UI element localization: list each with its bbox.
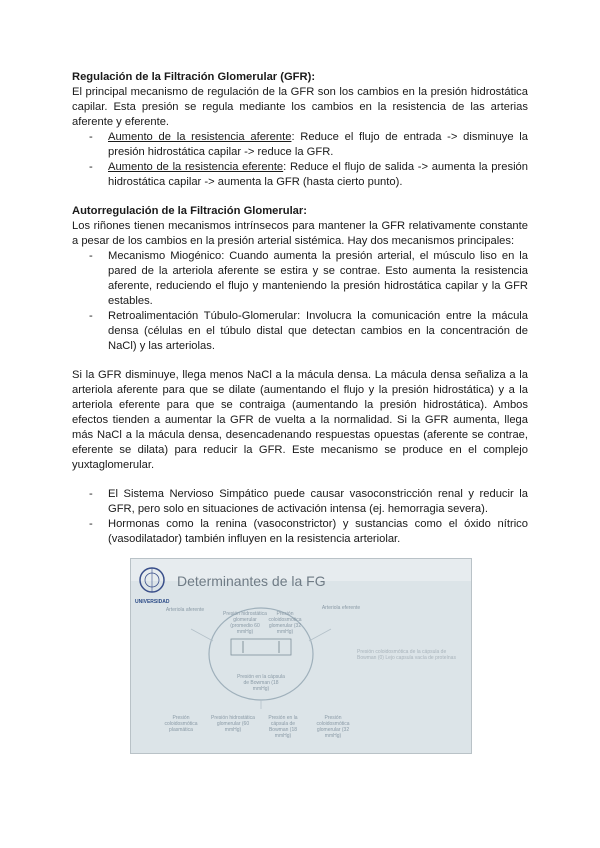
text-afferent: : Reduce el flujo de entrada -> disminuye la presión hidrostática capilar -> reduce la GFR. bbox=[108, 131, 528, 158]
dash-bullet: - bbox=[89, 131, 93, 143]
list-item bbox=[72, 160, 528, 190]
list-mechanisms bbox=[72, 249, 528, 354]
heading-gfr-regulation: Regulación de la Filtración Glomerular (GFR): bbox=[72, 71, 316, 83]
label-presion-hidrostatica: Presión hidrostática glomerular (promedio 60 mmHg) bbox=[223, 611, 267, 635]
list-other-factors bbox=[72, 487, 528, 547]
dash-bullet: - bbox=[89, 310, 93, 322]
list-item bbox=[72, 130, 528, 160]
term-afferent: Aumento de la resistencia aferente bbox=[108, 131, 292, 143]
list-item bbox=[72, 249, 528, 309]
paragraph-feedback: Si la GFR disminuye, llega menos NaCl a la mácula densa. La mácula densa señaliza a la arteriola aferente para que se dilate (aumentando el flujo y la presión hidrostática) y a la arteriola eferente para que se contraiga (aumentando la presión hidrostática). Ambos efectos tienden a aumentar la GFR de vuelta a la normalidad. Si la GFR aumenta, llega más NaCl a la mácula densa, desencadenando respuestas opuestas (aferente se contrae, eferente se dilata) para reducir la GFR. Este mecanismo se produce en el complejo yuxtaglomerular. bbox=[72, 369, 528, 471]
text-tubuloglomerular: Retroalimentación Túbulo-Glomerular: Involucra la comunicación entre la mácula densa (células en el túbulo distal que detectan cambios en la concentración de NaCl) y las arteriolas. bbox=[108, 310, 528, 352]
list-resistance bbox=[72, 130, 528, 190]
label-presion-oncotica: Presión coloidosmótica glomerular (32 mmHg) bbox=[268, 611, 302, 635]
heading-autoregulation: Autorregulación de la Filtración Glomerular: bbox=[72, 205, 307, 217]
dash-bullet: - bbox=[89, 488, 93, 500]
text-myogenic: Mecanismo Miogénico: Cuando aumenta la presión arterial, el músculo liso en la pared de la arteriola aferente se estira y se contrae. Esto aumenta la resistencia aferente, reduciendo el flujo y manteniendo la presión hidrostática capilar y la GFR estables. bbox=[108, 250, 528, 307]
label-bottom-1: Presión coloidosmótica plasmática bbox=[164, 715, 198, 733]
label-arteriola-eferente: Arteriola eferente bbox=[321, 605, 361, 611]
university-label: UNIVERSIDAD bbox=[135, 599, 170, 605]
dash-bullet: - bbox=[89, 518, 93, 530]
dash-bullet: - bbox=[89, 250, 93, 262]
term-efferent: Aumento de la resistencia eferente bbox=[108, 161, 284, 173]
slide-title: Determinantes de la FG bbox=[177, 573, 326, 589]
list-item bbox=[72, 487, 528, 517]
label-presion-coloidosmotica-capsula: Presión coloidosmótica de la cápsula de Bowman (0) Lejo capsula vacía de proteínas bbox=[357, 649, 456, 661]
list-item bbox=[72, 309, 528, 354]
label-presion-capsula: Presión en la cápsula de Bowman (18 mmHg) bbox=[237, 674, 285, 692]
paragraph-gfr-intro: El principal mecanismo de regulación de la GFR son los cambios en la presión hidrostática capilar. Esta presión se regula mediante los cambios en la resistencia de las arterias aferente y eferente. bbox=[72, 86, 528, 128]
label-bottom-2: Presión hidrostática glomerular (60 mmHg) bbox=[211, 715, 255, 733]
label-bottom-4: Presión coloidosmótica glomerular (32 mmHg) bbox=[316, 715, 350, 739]
list-item bbox=[72, 517, 528, 547]
dash-bullet: - bbox=[89, 161, 93, 173]
label-bottom-3: Presión en la cápsula de Bowman (18 mmHg) bbox=[268, 715, 298, 739]
text-sympathetic: El Sistema Nervioso Simpático puede causar vasoconstricción renal y reducir la GFR, pero solo en situaciones de activación intensa (ej. hemorragia severa). bbox=[108, 488, 528, 515]
label-arteriola-aferente: Arteriola aferente bbox=[165, 607, 205, 613]
slide-photo bbox=[130, 558, 472, 754]
paragraph-autoregulation-intro: Los riñones tienen mecanismos intrínsecos para mantener la GFR relativamente constante a pesar de los cambios en la presión arterial sistémica. Hay dos mecanismos principales: bbox=[72, 220, 528, 247]
text-hormones: Hormonas como la renina (vasoconstrictor) y sustancias como el óxido nítrico (vasodilatador) también influyen en la resistencia arteriolar. bbox=[108, 518, 528, 545]
text-efferent: : Reduce el flujo de salida -> aumenta la presión hidrostática capilar -> aumenta la GFR (hasta cierto punto). bbox=[108, 161, 528, 188]
document-page bbox=[72, 70, 528, 547]
